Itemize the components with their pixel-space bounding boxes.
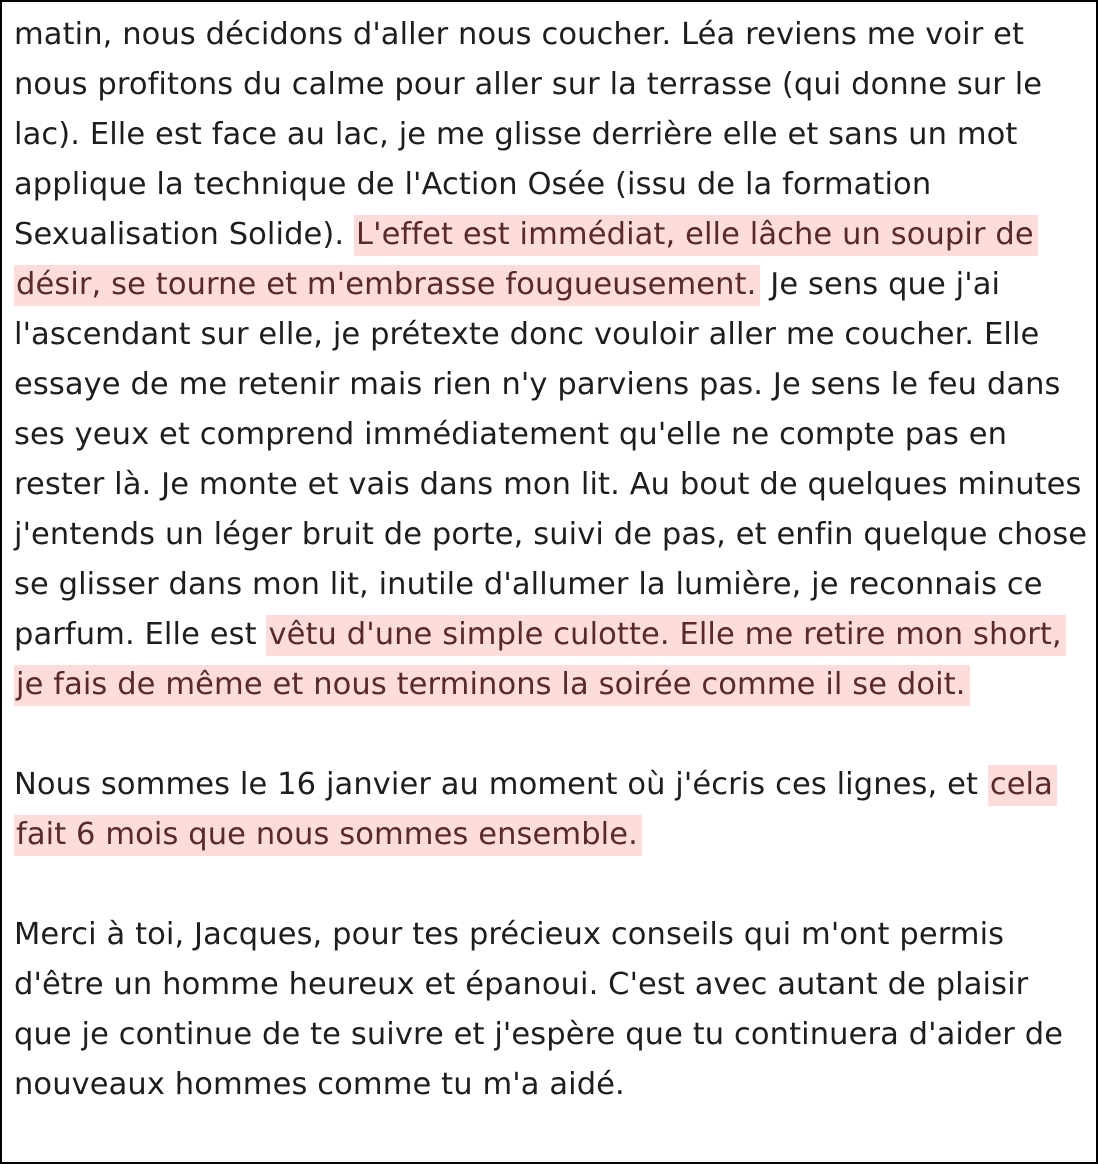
- highlight-together: cela fait 6 mois que nous sommes ensemble.: [14, 765, 1057, 856]
- highlight-night: vêtu d'une simple culotte. Elle me retire mon short, je fais de même et nous terminons la soirée comme il se doit.: [14, 615, 1066, 706]
- story-text-start: matin, nous décidons d'aller nous coucher. Léa reviens me voir et nous profitons du calme pour aller sur la terrasse (qui donne sur le lac). Elle est face au lac, je me glisse derrière elle et sans un mot applique la technique de l'Action Osée (issu de la formation Sexualisation Solide).: [14, 17, 1043, 252]
- story-text-middle: Je sens que j'ai l'ascendant sur elle, je prétexte donc vouloir aller me coucher. Elle essaye de me retenir mais rien n'y parviens pas. Je sens le feu dans ses yeux et comprend immédiatement qu'elle ne compte pas en rester là. Je monte et vais dans mon lit. Au bout de quelques minutes j'entends un léger bruit de porte, suivi de pas, et enfin quelque chose se glisser dans mon lit, inutile d'allumer la lumière, je reconnais ce parfum. Elle est: [14, 267, 1088, 652]
- paragraph-date: [14, 760, 1092, 860]
- date-text: Nous sommes le 16 janvier au moment où j'écris ces lignes, et: [14, 767, 988, 802]
- paragraph-thanks: [14, 910, 1092, 1110]
- highlight-kiss: L'effet est immédiat, elle lâche un soupir de désir, se tourne et m'embrasse fougueusement.: [14, 215, 1038, 306]
- paragraph-story: [14, 10, 1092, 710]
- thanks-text: Merci à toi, Jacques, pour tes précieux conseils qui m'ont permis d'être un homme heureux et épanoui. C'est avec autant de plaisir que je continue de te suivre et j'espère que tu continuera d'aider de nouveaux hommes comme tu m'a aidé.: [14, 917, 1064, 1102]
- article-body: [14, 10, 1092, 1110]
